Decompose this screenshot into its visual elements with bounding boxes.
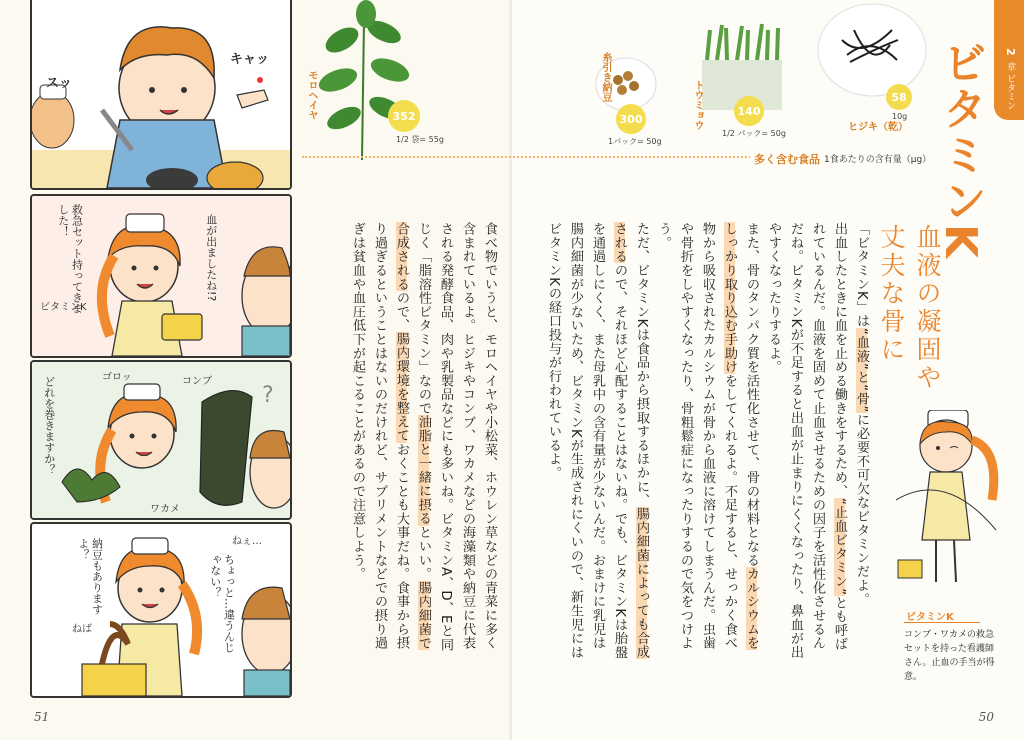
food-name-hijiki: ヒジキ（乾） <box>848 122 908 133</box>
portion-hijiki: 10g <box>892 112 908 121</box>
manga-strip <box>30 0 288 695</box>
left-body-p3: ので、 <box>394 291 409 333</box>
highlight-calcium-uptake: カルシウムをしっかり取り込む手助け <box>722 222 759 650</box>
highlight-with-oil: 油脂と一緒に摂る <box>416 415 431 526</box>
svg-text:?: ? <box>262 383 274 408</box>
highlight-gut-bacteria: 腸内細菌によっても合成される <box>612 222 649 660</box>
vitamin-k-character <box>896 410 1006 590</box>
portion-tomyo: 1/2 パック= 50g <box>722 129 786 138</box>
p3-c: をしてくれるよ。不足すると、せっかく食べ物から吸収されたカルシウムが骨から血液に溶けてしまうんだ。虫歯や骨折をしやすくなったり、骨粗鬆症になったりするので気をつけよう。 <box>656 222 737 650</box>
subtitle-line-2: 丈夫な骨に <box>877 224 906 364</box>
highlight-gut-bacteria-synthesis: 腸内細菌で合成される <box>394 222 431 650</box>
nurse-speech-which-to-wrap: どれを巻きますか？ <box>42 376 56 475</box>
left-body-p4: おくことも大事だね。食事から摂り過ぎるということはないのだけれど、サプリメントなどでの摂り過ぎは貧血や血圧低下が起こることがあるので注意しよう。 <box>350 222 409 650</box>
food-name-tomyo: トウミョウ <box>692 80 703 130</box>
sfx-goro: ゴロッ <box>102 372 132 383</box>
chapter-number: 2 <box>1004 48 1017 56</box>
character-description: コンブ・ワカメの救急セットを持った看護師さん。止血の手当が得意。 <box>904 630 995 682</box>
label-wakame: ワカメ <box>150 504 180 515</box>
highlight-gut-environment: 腸内環境を整えて <box>394 332 409 443</box>
panel-3-illustration <box>32 362 290 518</box>
nurse-speech-natto: 納豆もありますよ？ <box>76 538 104 615</box>
sfx-neba: ねば <box>72 624 92 635</box>
amount-bubble-tomyo: 140 <box>734 96 764 126</box>
foods-illustration-right <box>592 0 992 150</box>
patient-speech-wrong: ちょっと…違うんじゃない？ <box>208 554 236 653</box>
portion-natto: 1パック= 50g <box>608 137 662 146</box>
chapter-tab <box>994 0 1024 120</box>
comic-panel-1 <box>30 0 292 190</box>
comic-panel-2 <box>30 194 292 358</box>
label-kombu: コンブ <box>182 376 212 387</box>
vitamin-k-title: ビタミンK <box>935 40 986 261</box>
hijiki-image <box>818 4 926 96</box>
p3-a: また、骨のタンパク質を活性化させて、骨の材料となる <box>744 222 759 567</box>
comic-panel-4 <box>30 522 292 698</box>
portion-molokheiya: 1/2 袋= 55g <box>396 135 444 144</box>
foods-header: 多く含む食品 <box>750 151 824 167</box>
sfx-nee: ねぇ… <box>232 536 262 547</box>
panel-1-illustration <box>32 0 290 188</box>
left-body-p2: といい。 <box>416 525 431 581</box>
nurse-speech-first-aid: 救急セット持ってきました！ <box>56 204 84 314</box>
highlight-blood-bone: “血液”と“骨” <box>854 327 869 413</box>
p1-c: に必要不可欠なビタミンだよ。 <box>854 412 869 606</box>
page-number-right: 50 <box>978 710 994 724</box>
first-aid-kit-label: ビタミンK <box>40 302 87 313</box>
character-name: ビタミンK <box>906 612 954 623</box>
p1-a: 「ビタミンK」は <box>854 222 869 328</box>
chapter-tab-text: 章 ビタミン <box>1005 62 1015 110</box>
food-name-natto: 糸引き納豆 <box>600 52 611 102</box>
foods-unit-note: 1食あたりの含有量（μg） <box>820 152 935 165</box>
page-number-left: 51 <box>34 710 50 724</box>
p4-a: ただ、ビタミンKは食品から摂取するほかに、 <box>634 222 649 508</box>
amount-bubble-molokheiya: 352 <box>388 100 420 132</box>
patient-speech-bleeding: 血が出ましたね!? <box>204 214 218 302</box>
sfx-swish: スッ <box>46 76 72 91</box>
p4-c: ので、それほど心配することはないね。でも、ビタミンKは胎盤を通過しにくく、また母乳中の含有量が少ないんだ。おまけに乳児は腸内細菌が少ないため、ビタミンKが生成されにくいので、新生児にはビタミンKの経口投与が行われているよ。 <box>546 222 627 660</box>
p2-c: とも呼ばれているんだ。血液を固めて止血させるための因子を活性化させるんだね。ビタミンKが不足すると出血が止まりにくくなったり、鼻血が出やすくなったりするよ。 <box>766 222 847 660</box>
sfx-scream: キャッ <box>230 52 270 67</box>
amount-bubble-natto: 300 <box>616 104 646 134</box>
left-body-p1: 食べ物でいうと、モロヘイヤや小松菜、ホウレン草などの青菜に多く含まれているよ。ヒジキやコンブ、ワカメなどの海藻類や納豆に代表される発酵食品、肉や乳製品などにも多いね。ビタミンA、D、Eと同じく「脂溶性ビタミン」なので <box>416 222 497 652</box>
left-body-text <box>300 222 500 662</box>
food-name-molokheiya: モロヘイヤ <box>306 70 317 120</box>
panel-4-illustration <box>32 524 290 696</box>
highlight-hemostatic-vitamin: “止血ビタミン” <box>832 498 847 596</box>
comic-panel-3 <box>30 360 292 520</box>
character-underline <box>904 622 980 623</box>
subtitle-line-1: 血液の凝固や <box>913 224 942 392</box>
amount-bubble-hijiki: 58 <box>886 84 912 110</box>
p2-a: 出血したときに血を止める働きをするため、 <box>832 222 847 498</box>
right-body-text <box>546 222 872 662</box>
